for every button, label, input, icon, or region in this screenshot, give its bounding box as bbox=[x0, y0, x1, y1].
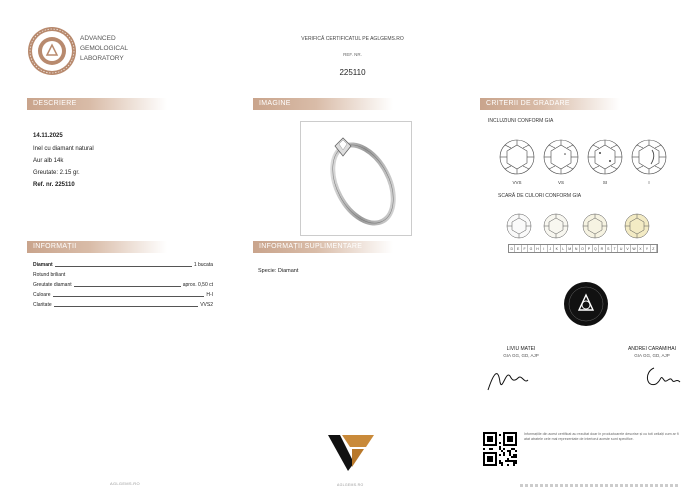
signer-left-title: GIA GG, GD, AJP bbox=[503, 353, 539, 358]
lab-name-line3: LABORATORY bbox=[80, 55, 124, 62]
clarity-label-vs: VS bbox=[557, 180, 564, 185]
signature-right bbox=[642, 362, 682, 392]
info-row-diamond bbox=[33, 262, 213, 268]
description-ref: Ref. nr. 225110 bbox=[33, 182, 75, 188]
info-row-label: Culoare bbox=[33, 292, 51, 298]
section-extra-info: INFORMAȚII SUPLIMENTARE bbox=[253, 241, 393, 253]
qr-code bbox=[483, 432, 517, 466]
brand-logo-icon bbox=[328, 433, 374, 471]
color-scale-cell: L bbox=[561, 245, 567, 252]
section-grading: CRITERII DE GRADARE bbox=[480, 98, 620, 110]
signer-right-name: ANDREI CARAMIHAI bbox=[627, 346, 677, 352]
color-scale-cell: Q bbox=[593, 245, 599, 252]
color-scale-cell: U bbox=[618, 245, 624, 252]
color-scale-cell: N bbox=[573, 245, 579, 252]
lab-name-line2: GEMOLOGICAL bbox=[80, 45, 129, 52]
color-scale-cell: H bbox=[535, 245, 541, 252]
footer-center-url: AGLGEMS.RO bbox=[337, 483, 364, 487]
description-line3: Greutate: 2.15 gr. bbox=[33, 170, 80, 176]
info-row-value: aprox. 0,50 ct bbox=[182, 282, 213, 288]
info-row-leader bbox=[53, 296, 205, 297]
info-row-leader bbox=[74, 286, 181, 287]
signer-right-title: GIA GG, GD, AJP bbox=[634, 353, 670, 358]
color-scale-cell: S bbox=[606, 245, 612, 252]
diamond-i-icon bbox=[630, 138, 668, 181]
color-diamond-k-icon bbox=[582, 213, 608, 244]
lab-name-line1: ADVANCED bbox=[80, 35, 116, 42]
info-row-label: Greutate diamant bbox=[33, 282, 72, 288]
info-row-label: Claritate bbox=[33, 302, 52, 308]
lab-seal-logo bbox=[27, 26, 77, 76]
verify-text: VERIFICĂ CERTIFICATUL PE AGLGEMS.RO bbox=[301, 36, 404, 42]
description-line2: Aur alb 14k bbox=[33, 158, 64, 164]
clarity-label-si: SI bbox=[602, 180, 608, 185]
color-scale-cell: X bbox=[638, 245, 644, 252]
species-text: Specie: Diamant bbox=[258, 268, 299, 274]
signature-left bbox=[484, 362, 532, 396]
signer-left-name: LIVIU MATEI bbox=[506, 346, 536, 352]
diamond-si-icon bbox=[586, 138, 624, 181]
color-scale-bar bbox=[508, 244, 658, 253]
info-row-value: VVS2 bbox=[200, 302, 213, 308]
footer-left-url: AGLGEMS.RO bbox=[110, 481, 140, 486]
color-scale-cell: E bbox=[515, 245, 521, 252]
color-diamond-g-icon bbox=[543, 213, 569, 244]
color-diamond-z-icon bbox=[624, 213, 650, 244]
color-scale-cell: Z bbox=[651, 245, 657, 252]
description-date: 14.11.2025 bbox=[33, 133, 63, 139]
color-diamond-d-icon bbox=[506, 213, 532, 244]
color-scale-cell: I bbox=[541, 245, 547, 252]
disclaimer-text: Informațiile din acest certificat au rezultat doar în productoarele descrise și cu toti ceilalți cum ar fi atat atratele cele mai reprezentate de interiorul aceste sunt specifice. bbox=[524, 432, 679, 441]
info-row-clarity bbox=[33, 302, 213, 308]
info-row-leader bbox=[55, 266, 192, 267]
product-image bbox=[300, 121, 412, 236]
color-scale-cell: O bbox=[580, 245, 586, 252]
info-row-value: 1 bucata bbox=[193, 262, 213, 268]
info-row-weight bbox=[33, 282, 213, 288]
color-scale-cell: J bbox=[548, 245, 554, 252]
color-scale-cell: D bbox=[509, 245, 515, 252]
color-scale-cell: W bbox=[631, 245, 637, 252]
section-description: DESCRIERE bbox=[27, 98, 167, 110]
colors-title: SCARĂ DE CULORI CONFORM GIA bbox=[498, 193, 582, 199]
inclusions-title: INCLUZIUNI CONFORM GIA bbox=[488, 118, 554, 124]
info-row-label: Rotund briliant bbox=[33, 272, 66, 278]
color-scale-cell: F bbox=[522, 245, 528, 252]
description-line1: Inel cu diamant natural bbox=[33, 146, 94, 152]
color-scale-cell: V bbox=[625, 245, 631, 252]
clarity-label-vvs: VVS bbox=[512, 180, 522, 185]
clarity-label-i: I bbox=[648, 180, 650, 185]
footer-right-bar bbox=[520, 484, 680, 487]
info-row-label: Diamant bbox=[33, 262, 53, 268]
info-row-value: H-I bbox=[206, 292, 213, 298]
color-scale-cell: R bbox=[599, 245, 605, 252]
color-scale-cell: T bbox=[612, 245, 618, 252]
color-scale-cell: P bbox=[586, 245, 592, 252]
diamond-vvs-icon bbox=[498, 138, 536, 181]
info-row-shape bbox=[33, 272, 213, 278]
color-scale-cell: G bbox=[528, 245, 534, 252]
ref-label: REF. NR. bbox=[343, 52, 362, 57]
diamond-vs-icon bbox=[542, 138, 580, 181]
color-scale-cell: Y bbox=[644, 245, 650, 252]
info-row-color bbox=[33, 292, 213, 298]
color-scale-cell: K bbox=[554, 245, 560, 252]
info-row-leader bbox=[54, 306, 199, 307]
certificate-seal-icon bbox=[563, 281, 609, 327]
section-info: INFORMAȚII bbox=[27, 241, 167, 253]
section-image: IMAGINE bbox=[253, 98, 393, 110]
color-scale-cell: M bbox=[567, 245, 573, 252]
ref-number: 225110 bbox=[339, 68, 366, 77]
